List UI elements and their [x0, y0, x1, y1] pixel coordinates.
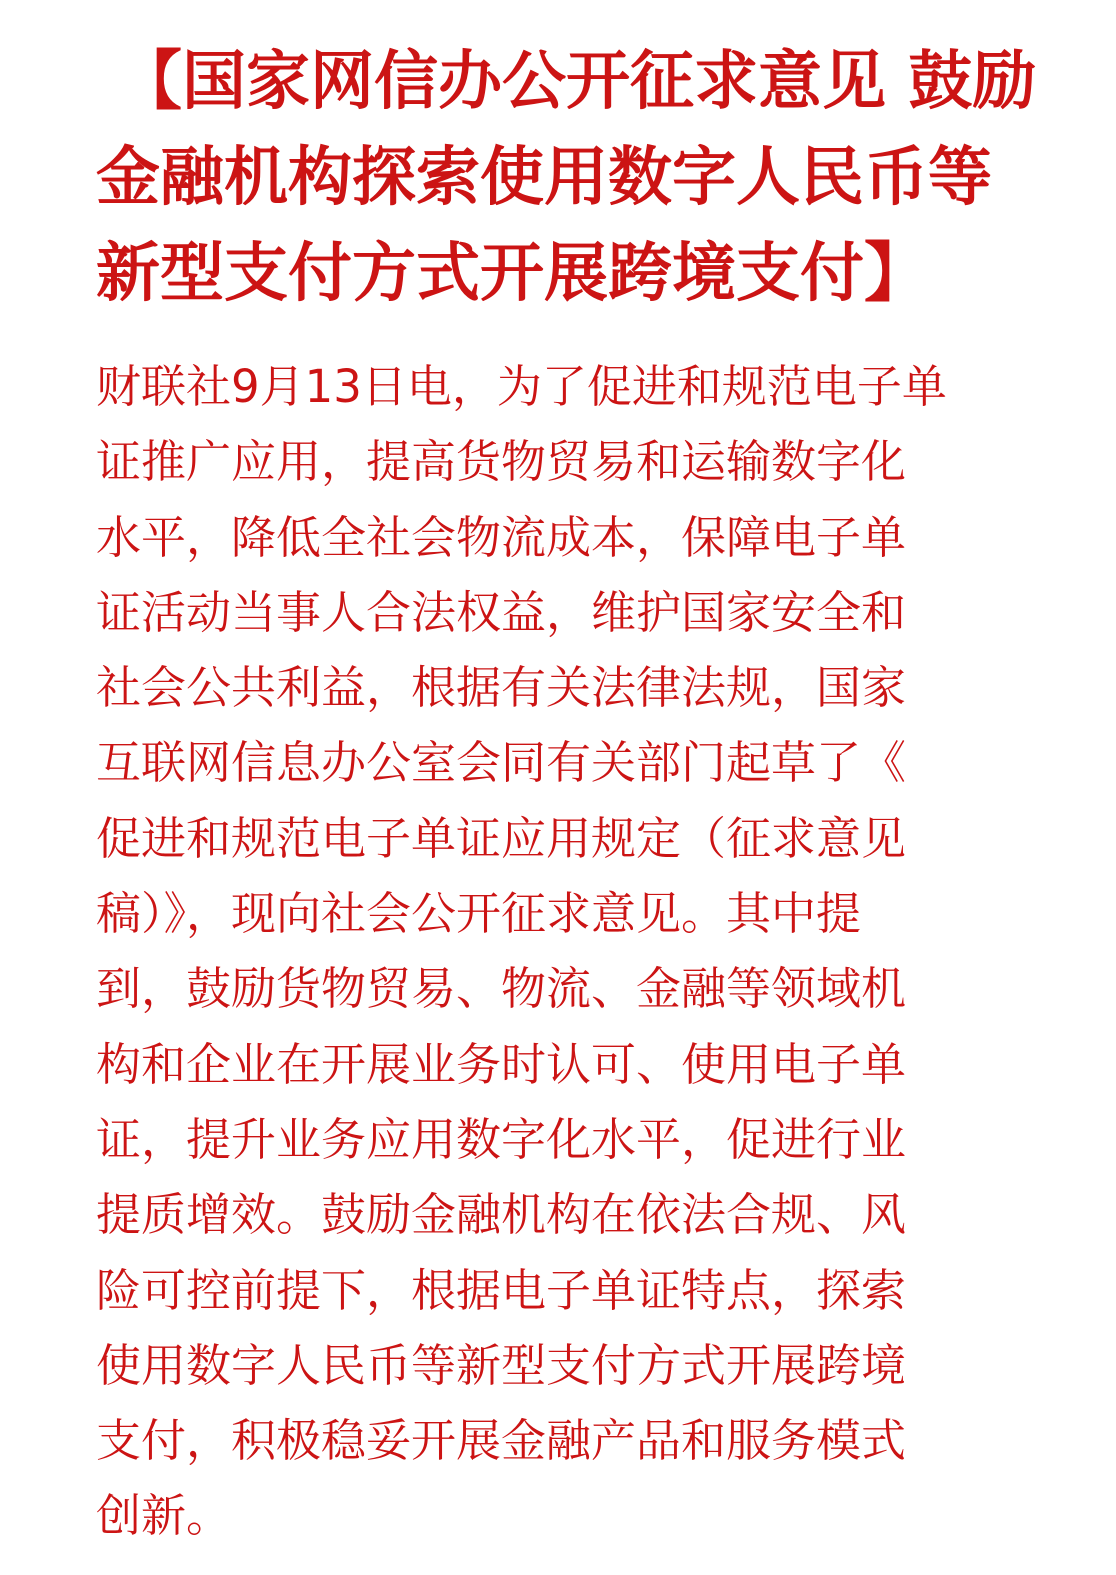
headline-line: 新型支付方式开展跨境支付】: [96, 236, 928, 311]
body-line: 财联社9月13日电，为了促进和规范电子单: [96, 360, 947, 413]
body-line: 证活动当事人合法权益，维护国家安全和: [96, 585, 907, 639]
body-line: 支付，积极稳妥开展金融产品和服务模式: [96, 1414, 907, 1468]
body-line: 到，鼓励货物贸易、物流、金融等领域机: [96, 962, 907, 1016]
body-line: 稿）》，现向社会公开征求意见。其中提: [96, 887, 862, 941]
body-line: 社会公共利益，根据有关法律法规，国家: [96, 661, 907, 715]
body-line: 构和企业在开展业务时认可、使用电子单: [96, 1037, 907, 1091]
body-line: 证，提升业务应用数字化水平，促进行业: [96, 1112, 907, 1166]
headline-line: 【国家网信办公开征求意见 鼓励: [118, 44, 1037, 119]
body-line: 使用数字人民币等新型支付方式开展跨境: [96, 1338, 907, 1392]
body-line: 创新。: [96, 1489, 232, 1543]
body-line: 水平，降低全社会物流成本，保障电子单: [96, 510, 907, 564]
body-line: 提质增效。鼓励金融机构在依法合规、风: [96, 1188, 907, 1242]
body-line: 证推广应用，提高货物贸易和运输数字化: [96, 435, 907, 489]
body-line: 互联网信息办公室会同有关部门起草了《: [96, 736, 907, 790]
body-line: 促进和规范电子单证应用规定（征求意见: [96, 811, 907, 865]
article-body: [96, 349, 1016, 1554]
article-headline: [96, 34, 1037, 322]
headline-line: 金融机构探索使用数字人民币等: [96, 140, 992, 215]
body-line: 险可控前提下，根据电子单证特点，探索: [96, 1263, 907, 1317]
